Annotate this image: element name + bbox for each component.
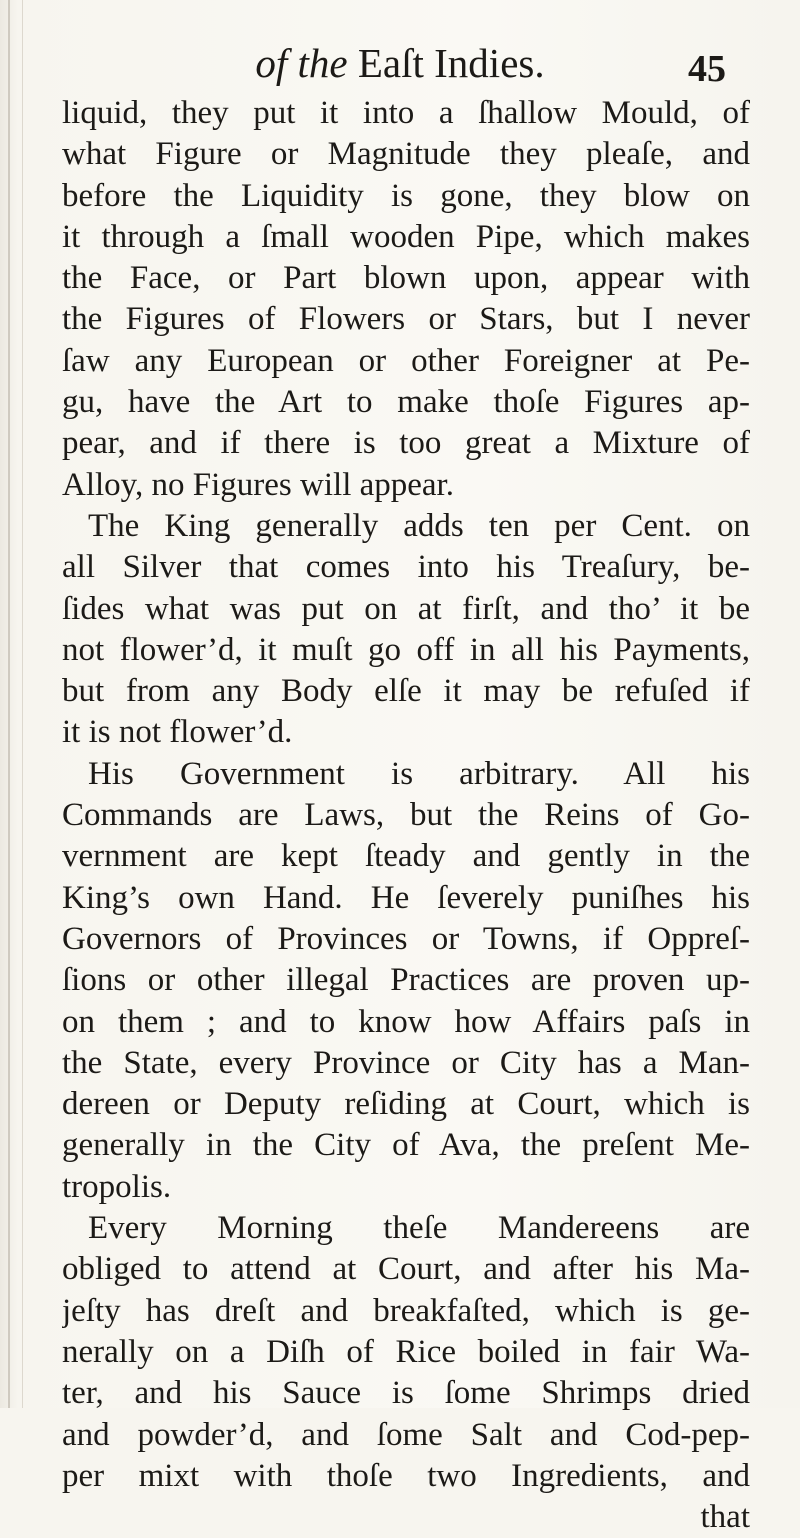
text-line: all Silver that comes into his Treaſury, be- <box>62 549 750 586</box>
text-line: nerally on a Diſh of Rice boiled in fair Wa- <box>62 1333 750 1370</box>
text-line: the Figures of Flowers or Stars, but I never <box>62 301 750 338</box>
text-line: per mixt with thoſe two Ingredients, and <box>62 1457 750 1494</box>
text-line: gu, have the Art to make thoſe Figures ap- <box>62 384 750 421</box>
text-line: jeſty has dreſt and breakfaſted, which is ge- <box>62 1292 750 1329</box>
text-line: and powder’d, and ſome Salt and Cod-pep- <box>62 1416 750 1453</box>
text-line: the Face, or Part blown upon, appear with <box>62 260 750 297</box>
text-line: King’s own Hand. He ſeverely puniſhes his <box>62 879 750 916</box>
page-number: 45 <box>688 48 726 90</box>
text-line: obliged to attend at Court, and after his Ma- <box>62 1251 750 1288</box>
running-head <box>0 38 800 98</box>
text-line: Governors of Provinces or Towns, if Oppreſ- <box>62 920 750 957</box>
text-line: but from any Body elſe it may be refuſed if <box>62 673 750 710</box>
text-line: pear, and if there is too great a Mixture of <box>62 425 750 462</box>
running-head-roman: Eaſt Indies. <box>357 40 545 86</box>
text-line: dereen or Deputy reſiding at Court, which is <box>62 1086 750 1123</box>
text-line: ſions or other illegal Practices are proven up- <box>62 962 750 999</box>
text-line: ſides what was put on at firſt, and tho’ it be <box>62 590 750 627</box>
text-line: before the Liquidity is gone, they blow on <box>62 177 750 214</box>
text-line: The King generally adds ten per Cent. on <box>88 507 750 544</box>
text-line: liquid, they put it into a ſhallow Mould, of <box>62 95 750 131</box>
text-line: on them ; and to know how Affairs paſs in <box>62 1003 750 1040</box>
text-line: it is not flower’d. <box>62 714 293 751</box>
text-line: not flower’d, it muſt go off in all his Payments, <box>62 631 750 668</box>
text-line: Commands are Laws, but the Reins of Go- <box>62 797 750 834</box>
body-text <box>62 93 750 1538</box>
catchword: that <box>700 1499 750 1536</box>
text-line: ſaw any European or other Foreigner at Pe- <box>62 342 750 379</box>
running-head-italic: of the <box>255 40 348 86</box>
text-line: tropolis. <box>62 1168 172 1205</box>
gutter-edge-inner <box>22 0 23 1408</box>
text-line: ter, and his Sauce is ſome Shrimps dried <box>62 1375 750 1412</box>
text-line: vernment are kept ſteady and gently in the <box>62 838 750 875</box>
text-line: Every Morning theſe Mandereens are <box>88 1210 750 1247</box>
text-line: His Government is arbitrary. All his <box>88 755 750 792</box>
text-line: generally in the City of Ava, the preſent Me- <box>62 1127 750 1164</box>
text-line: Alloy, no Figures will appear. <box>62 466 454 503</box>
text-line: it through a ſmall wooden Pipe, which makes <box>62 218 750 255</box>
text-line: what Figure or Magnitude they pleaſe, and <box>62 136 750 173</box>
text-line: the State, every Province or City has a Man- <box>62 1044 750 1081</box>
gutter-edge <box>8 0 10 1408</box>
running-head-title <box>200 38 600 88</box>
